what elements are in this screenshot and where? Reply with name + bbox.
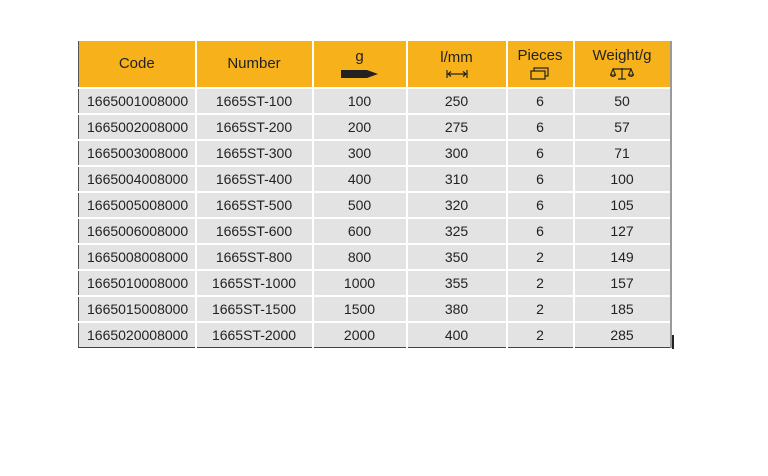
g-cell: 200 [313,114,407,140]
header-label: g [355,47,364,65]
table-end-marker [672,335,674,349]
length-arrow-icon [446,69,468,79]
table-row [79,270,671,296]
pieces-cell: 6 [507,88,574,114]
table-header-row [79,41,671,88]
pieces-cell: 6 [507,166,574,192]
pieces-cell: 2 [507,322,574,348]
weight-cell: 185 [574,296,671,322]
code-cell: 1665004008000 [79,166,196,192]
pieces-cell: 6 [507,114,574,140]
weight-cell: 71 [574,140,671,166]
pieces-cell: 6 [507,218,574,244]
length-cell: 325 [407,218,507,244]
length-cell: 380 [407,296,507,322]
number-cell: 1665ST-300 [196,140,313,166]
number-cell: 1665ST-800 [196,244,313,270]
table-row [79,296,671,322]
number-cell: 1665ST-1000 [196,270,313,296]
g-cell: 100 [313,88,407,114]
g-cell: 2000 [313,322,407,348]
header-lmm [407,41,507,88]
length-cell: 275 [407,114,507,140]
number-cell: 1665ST-100 [196,88,313,114]
balance-scale-icon [610,67,634,80]
number-cell: 1665ST-600 [196,218,313,244]
code-cell: 1665005008000 [79,192,196,218]
g-cell: 600 [313,218,407,244]
header-code [79,41,196,88]
g-cell: 1500 [313,296,407,322]
pieces-cell: 2 [507,244,574,270]
pieces-cell: 2 [507,270,574,296]
product-table-container [78,41,672,348]
weight-cell: 157 [574,270,671,296]
code-cell: 1665020008000 [79,322,196,348]
pieces-cell: 2 [507,296,574,322]
number-cell: 1665ST-500 [196,192,313,218]
code-cell: 1665001008000 [79,88,196,114]
length-cell: 310 [407,166,507,192]
code-cell: 1665008008000 [79,244,196,270]
weight-cell: 149 [574,244,671,270]
pencil-tip-icon [341,68,379,80]
weight-cell: 100 [574,166,671,192]
length-cell: 400 [407,322,507,348]
product-table [78,41,672,348]
number-cell: 1665ST-2000 [196,322,313,348]
weight-cell: 57 [574,114,671,140]
table-body [79,88,671,348]
length-cell: 320 [407,192,507,218]
number-cell: 1665ST-200 [196,114,313,140]
code-cell: 1665006008000 [79,218,196,244]
header-g [313,41,407,88]
code-cell: 1665015008000 [79,296,196,322]
table-row [79,140,671,166]
header-label: Pieces [517,47,563,64]
pieces-cell: 6 [507,140,574,166]
code-cell: 1665003008000 [79,140,196,166]
table-row [79,88,671,114]
weight-cell: 105 [574,192,671,218]
header-number [196,41,313,88]
number-cell: 1665ST-1500 [196,296,313,322]
code-cell: 1665002008000 [79,114,196,140]
weight-cell: 50 [574,88,671,114]
g-cell: 400 [313,166,407,192]
length-cell: 355 [407,270,507,296]
header-label: Number [227,55,281,72]
stack-boxes-icon [530,67,550,80]
length-cell: 250 [407,88,507,114]
number-cell: 1665ST-400 [196,166,313,192]
weight-cell: 127 [574,218,671,244]
table-row [79,218,671,244]
table-row [79,244,671,270]
header-label: Weight/g [592,47,652,64]
header-weight [574,41,671,88]
weight-cell: 285 [574,322,671,348]
header-pieces [507,41,574,88]
g-cell: 500 [313,192,407,218]
g-cell: 300 [313,140,407,166]
table-row [79,192,671,218]
table-row [79,166,671,192]
length-cell: 350 [407,244,507,270]
header-label: l/mm [440,48,473,66]
table-row [79,322,671,348]
g-cell: 1000 [313,270,407,296]
pieces-cell: 6 [507,192,574,218]
header-label: Code [118,55,155,72]
table-row [79,114,671,140]
code-cell: 1665010008000 [79,270,196,296]
g-cell: 800 [313,244,407,270]
length-cell: 300 [407,140,507,166]
